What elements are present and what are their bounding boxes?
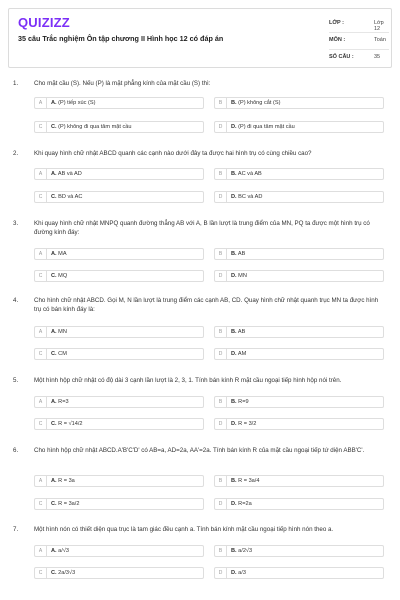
meta-value: Toán (374, 37, 386, 43)
option-letter: C (35, 499, 47, 509)
answer-option-c[interactable] (34, 567, 204, 579)
option-text: (P) tiếp xúc (S) (58, 100, 96, 106)
option-key: B. (231, 171, 237, 177)
option-key: C. (51, 194, 57, 200)
answer-option-d[interactable] (214, 418, 384, 430)
option-text: R=2a (238, 501, 252, 507)
option-key: B. (231, 251, 237, 257)
answer-option-c[interactable] (34, 418, 204, 430)
answer-option-b[interactable] (214, 545, 384, 557)
meta-row-class (329, 16, 389, 33)
option-text: (P) đi qua tâm mặt cầu (238, 124, 295, 130)
option-key: D. (231, 570, 237, 576)
question-number: 5. (13, 377, 19, 384)
quizizz-logo: QUIZIZZ (18, 15, 70, 30)
option-letter: B (215, 327, 227, 337)
option-key: D. (231, 273, 237, 279)
option-letter: B (215, 98, 227, 108)
answer-option-a[interactable] (34, 248, 204, 260)
option-letter: C (35, 349, 47, 359)
question-text: Cho hình chữ nhật ABCD. Gọi M, N lần lượt là trung điểm các cạnh AB, CD. Quay hình chữ nhật quanh trục MN ta được hình trụ có bán kính đáy là: (34, 297, 379, 313)
option-key: C. (51, 421, 57, 427)
option-letter: D (215, 122, 227, 132)
option-text: AB và AD (57, 171, 82, 177)
answer-option-c[interactable] (34, 348, 204, 360)
answer-option-b[interactable] (214, 168, 384, 180)
question-text: Một hình nón có thiết diện qua trục là tam giác đều cạnh a. Tính bán kính mặt cầu ngoại tiếp hình nón theo a. (34, 526, 334, 533)
option-letter: C (35, 271, 47, 281)
answer-option-c[interactable] (34, 121, 204, 133)
answer-option-b[interactable] (214, 326, 384, 338)
option-key: A. (51, 100, 57, 106)
answer-option-c[interactable] (34, 498, 204, 510)
answer-option-a[interactable] (34, 326, 204, 338)
option-text: a/2√3 (238, 548, 253, 554)
option-key: A. (51, 548, 57, 554)
option-text: MQ (58, 273, 68, 279)
option-letter: B (215, 249, 227, 259)
option-letter: A (35, 327, 47, 337)
option-text: (P) không đi qua tâm mặt cầu (58, 124, 132, 130)
question-number: 1. (13, 80, 19, 87)
question-text: Khi quay hình chữ nhật ABCD quanh các cạnh nào dưới đây ta được hai hình trụ có cùng chiều cao? (34, 150, 312, 157)
worksheet-header (8, 8, 392, 68)
option-text: BD và AC (58, 194, 83, 200)
option-key: A. (51, 478, 57, 484)
option-text: MA (58, 251, 67, 257)
answer-option-a[interactable] (34, 475, 204, 487)
question-number: 3. (13, 220, 19, 227)
meta-value: Lớp 12 (374, 20, 384, 32)
option-key: A. (51, 171, 57, 177)
meta-label: LỚP : (329, 20, 344, 26)
question-text: Cho hình hộp chữ nhật ABCD.A'B'C'D' có AB=a, AD=2a, AA'=2a. Tính bán kính R của mặt cầu ngoại tiếp tứ diện ABB'C'. (34, 447, 365, 454)
answer-option-d[interactable] (214, 121, 384, 133)
option-letter: D (215, 349, 227, 359)
option-letter: B (215, 169, 227, 179)
option-text: BC và AD (238, 194, 263, 200)
answer-option-d[interactable] (214, 348, 384, 360)
answer-option-d[interactable] (214, 498, 384, 510)
worksheet-title: 35 câu Trắc nghiệm Ôn tập chương II Hình học 12 có đáp án (18, 34, 224, 43)
answer-option-a[interactable] (34, 168, 204, 180)
option-letter: A (35, 476, 47, 486)
option-letter: A (35, 546, 47, 556)
meta-row-subject (329, 33, 389, 50)
meta-row-count (329, 50, 389, 66)
option-letter: A (35, 169, 47, 179)
option-letter: C (35, 568, 47, 578)
question-text: Khi quay hình chữ nhật MNPQ quanh đường thẳng AB với A, B lần lượt là trung điểm của MN, PQ ta được một hình trụ có đường kính đáy: (34, 220, 370, 236)
option-letter: C (35, 192, 47, 202)
option-key: D. (231, 501, 237, 507)
option-text: MN (58, 329, 67, 335)
answer-option-c[interactable] (34, 191, 204, 203)
option-key: D. (231, 421, 237, 427)
option-text: AC và AB (237, 171, 262, 177)
option-letter: D (215, 271, 227, 281)
option-letter: A (35, 98, 47, 108)
option-text: a/√3 (58, 548, 70, 554)
option-key: D. (231, 194, 237, 200)
option-letter: D (215, 568, 227, 578)
question-text: Cho mặt cầu (S). Nếu (P) là mặt phẳng kính của mặt cầu (S) thì: (34, 80, 211, 87)
option-key: B. (231, 478, 237, 484)
option-text: AB (237, 329, 246, 335)
option-text: (P) không cắt (S) (238, 100, 281, 106)
option-key: C. (51, 124, 57, 130)
answer-option-b[interactable] (214, 97, 384, 109)
option-key: A. (51, 251, 57, 257)
option-text: R = 3a (58, 478, 75, 484)
option-letter: B (215, 476, 227, 486)
option-key: C. (51, 570, 57, 576)
answer-option-a[interactable] (34, 97, 204, 109)
worksheet-meta (329, 16, 389, 66)
option-key: C. (51, 351, 57, 357)
option-key: C. (51, 501, 57, 507)
question-text: Một hình hộp chữ nhật có độ dài 3 cạnh lần lượt là 2, 3, 1. Tính bán kính R mặt cầu ngoại tiếp hình hộp nói trên. (34, 377, 342, 384)
option-key: B. (231, 548, 237, 554)
answer-option-c[interactable] (34, 270, 204, 282)
answer-option-d[interactable] (214, 567, 384, 579)
option-letter: A (35, 397, 47, 407)
option-key: C. (51, 273, 57, 279)
option-text: AM (237, 351, 247, 357)
option-text: R = 3a/2 (58, 501, 80, 507)
question-number: 4. (13, 297, 19, 304)
option-text: AB (237, 251, 246, 257)
question-number: 6. (13, 447, 19, 454)
option-letter: A (35, 249, 47, 259)
answer-option-d[interactable] (214, 270, 384, 282)
option-text: R=3 (58, 399, 69, 405)
answer-option-b[interactable] (214, 396, 384, 408)
option-text: a/3 (238, 570, 246, 576)
option-text: 2a/3√3 (58, 570, 76, 576)
option-key: B. (231, 100, 237, 106)
option-letter: D (215, 192, 227, 202)
option-text: R = 3/2 (238, 421, 257, 427)
question-number: 7. (13, 526, 19, 533)
answer-option-b[interactable] (214, 248, 384, 260)
option-text: MN (238, 273, 247, 279)
option-letter: C (35, 122, 47, 132)
option-letter: D (215, 419, 227, 429)
option-key: D. (231, 351, 237, 357)
option-text: CM (58, 351, 67, 357)
meta-value: 35 (374, 54, 381, 60)
option-key: A. (51, 399, 57, 405)
option-text: R = √14/2 (58, 421, 83, 427)
option-key: B. (231, 399, 237, 405)
question-number: 2. (13, 150, 19, 157)
answer-option-d[interactable] (214, 191, 384, 203)
option-letter: B (215, 546, 227, 556)
option-text: R = 3a/4 (238, 478, 260, 484)
option-letter: B (215, 397, 227, 407)
answer-option-a[interactable] (34, 545, 204, 557)
meta-label: MÔN : (329, 37, 346, 43)
answer-option-b[interactable] (214, 475, 384, 487)
answer-option-a[interactable] (34, 396, 204, 408)
option-letter: D (215, 499, 227, 509)
option-text: R=9 (238, 399, 249, 405)
option-key: D. (231, 124, 237, 130)
option-letter: C (35, 419, 47, 429)
option-key: B. (231, 329, 237, 335)
meta-label: SỐ CÂU : (329, 54, 354, 60)
option-key: A. (51, 329, 57, 335)
